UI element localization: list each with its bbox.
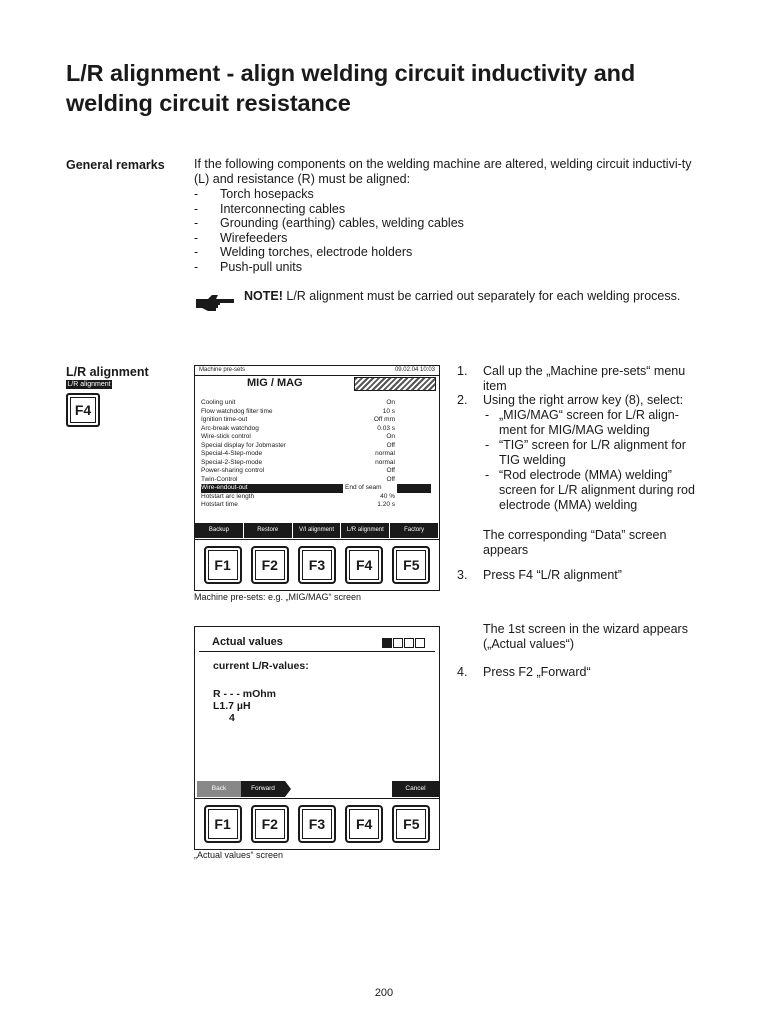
- note-text: L/R alignment must be carried out separately for each welding process.: [286, 289, 681, 303]
- actual-values-screen: [194, 626, 440, 850]
- setting-row: Flow watchdog filter time 10 s: [201, 407, 395, 415]
- key-f4: F4: [66, 393, 100, 427]
- softkey-vi-alignment: V/I alignment: [293, 523, 342, 538]
- softkey-factory: Factory: [390, 523, 439, 538]
- key-f3: F3: [298, 805, 336, 843]
- topbar-datetime: 09.02.04 10:03: [394, 367, 435, 373]
- figure-caption: „Actual values“ screen: [194, 850, 284, 860]
- step-2-sub: - „MIG/MAG“ screen for L/R align-ment for MIG/MAG welding: [483, 408, 705, 438]
- list-item: - Interconnecting cables: [194, 202, 694, 217]
- general-intro: If the following components on the welding machine are altered, welding circuit inductivi-ty (L) and resistance (R) must be aligned:: [194, 157, 692, 186]
- function-keys: [195, 539, 439, 590]
- setting-row: Power-sharing control Off: [201, 467, 395, 474]
- softkey-backup: Backup: [195, 523, 244, 538]
- wizard-progress: [381, 638, 425, 648]
- screen-topbar: [195, 366, 439, 376]
- step-2-sub: - “TIG” screen for L/R alignment for TIG welding: [483, 438, 705, 468]
- key-f1: F1: [204, 546, 242, 584]
- f4-key-icon: [66, 380, 114, 427]
- key-f4: F4: [345, 546, 383, 584]
- setting-row: Arc-break watchdog 0.03 s: [201, 424, 395, 432]
- divider: [199, 651, 435, 652]
- step-2-sub: - “Rod electrode (MMA) welding” screen for L/R alignment during rod electrode (MMA) welding: [483, 468, 705, 513]
- key-f5: F5: [392, 805, 430, 843]
- machine-presets-screen: [194, 365, 440, 591]
- softkey-back: Back: [197, 781, 241, 797]
- setting-row: Ignition time-out Off mm: [201, 416, 395, 423]
- setting-row-selected: Wire-endout-out End of seam: [201, 484, 431, 493]
- softkey-cancel: Cancel: [392, 781, 439, 797]
- screen-title: Actual values: [212, 636, 283, 648]
- setting-row: Wire-stick control On: [201, 433, 395, 440]
- figure-caption: Machine pre-sets: e.g. „MIG/MAG“ screen: [194, 592, 362, 602]
- setting-row: Hotstart time 1.20 s: [201, 501, 395, 508]
- pointing-hand-icon: [194, 290, 236, 316]
- softkey-bar: [195, 781, 439, 797]
- tab-strip: [354, 377, 436, 391]
- general-remarks-label: General remarks: [66, 158, 165, 172]
- setting-row: Special display for Jobmaster Off: [201, 441, 395, 449]
- list-item: - Welding torches, electrode holders: [194, 245, 694, 260]
- list-item: - Push-pull units: [194, 260, 694, 275]
- r-value: R - - - mOhm: [213, 688, 276, 700]
- softkey-lr-alignment: L/R alignment: [341, 523, 390, 538]
- page-number: 200: [374, 987, 394, 999]
- setting-row: Twin-Control Off: [201, 475, 395, 483]
- key-f2: F2: [251, 546, 289, 584]
- key-caption: L/R alignment: [67, 381, 111, 388]
- softkey-bar: [195, 523, 439, 538]
- key-f4: F4: [345, 805, 383, 843]
- setting-row: Hotstart arc length 40 %: [201, 492, 395, 500]
- key-f3: F3: [298, 546, 336, 584]
- lr-alignment-label: L/R alignment: [66, 365, 149, 379]
- list-item: - Grounding (earthing) cables, welding cables: [194, 216, 694, 231]
- key-f1: F1: [204, 805, 242, 843]
- setting-row: Special-4-Step-mode normal: [201, 450, 395, 457]
- step-2-result: The corresponding “Data” screen appears: [483, 528, 667, 557]
- key-f2: F2: [251, 805, 289, 843]
- softkey-forward: Forward: [241, 781, 285, 797]
- note-bold: NOTE!: [244, 289, 283, 303]
- lr-values-heading: current L/R-values:: [213, 660, 309, 672]
- softkey-restore: Restore: [244, 523, 293, 538]
- key-f5: F5: [392, 546, 430, 584]
- screen-title: MIG / MAG: [247, 377, 303, 389]
- list-item: - Torch hosepacks: [194, 187, 694, 202]
- note: [194, 288, 714, 318]
- l-value: L1.7 µH: [213, 700, 251, 712]
- setting-row: Cooling unit On: [201, 399, 395, 406]
- topbar-left: Machine pre-sets: [199, 367, 246, 373]
- component-list: [194, 187, 694, 275]
- list-item: - Wirefeeders: [194, 231, 694, 246]
- settings-list: [201, 399, 431, 510]
- function-keys: [195, 798, 439, 849]
- page-title: L/R alignment - align welding circuit inductivity and welding circuit resistance: [66, 60, 636, 116]
- setting-row: Special-2-Step-mode normal: [201, 458, 395, 466]
- extra-value: 4: [229, 712, 235, 724]
